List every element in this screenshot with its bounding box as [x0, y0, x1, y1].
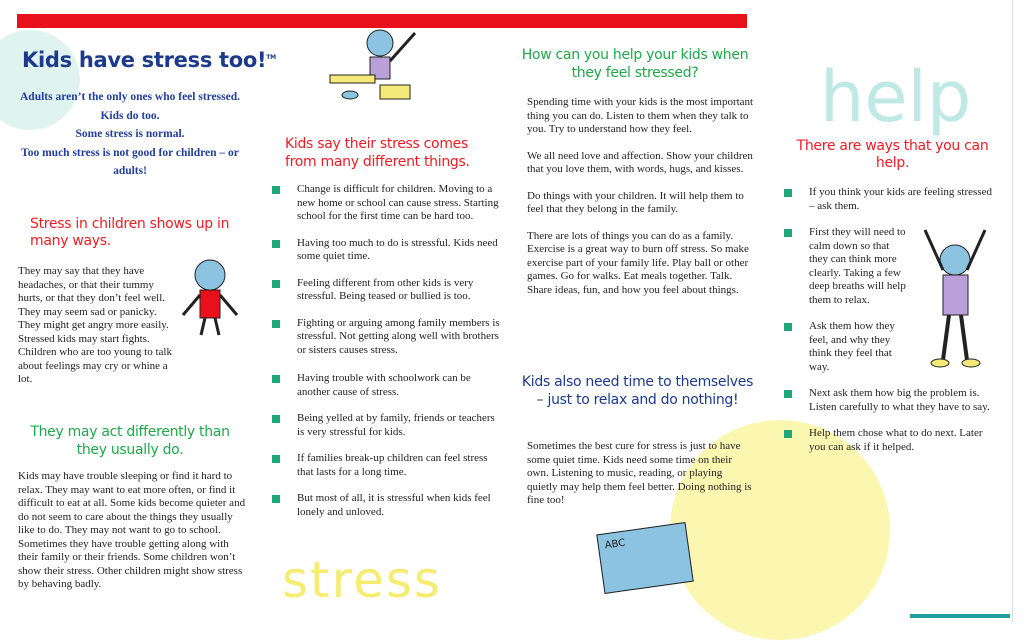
list-item: Being yelled at by family, friends or teachers is very stressful for kids. — [272, 412, 500, 439]
section-heading: Kids also need time to themselves – just to relax and do nothing! — [521, 374, 754, 408]
help-paragraphs — [527, 96, 755, 310]
child-at-desk-illustration-icon — [325, 25, 425, 105]
stress-causes-list — [272, 183, 500, 519]
section-heading: Stress in children shows up in many ways. — [30, 216, 230, 249]
section-heading: There are ways that you can help. — [796, 138, 989, 171]
list-item: Ask them how they feel, and why they think they feel that way. — [784, 320, 914, 374]
list-item: First they will need to calm down so that they can think more clearly. Taking a few deep breaths will help them to relax. — [784, 226, 909, 307]
list-item: Having trouble with schoolwork can be another cause of stress. — [272, 372, 500, 399]
list-item: If you think your kids are feeling stressed – ask them. — [784, 186, 999, 213]
behavior-text: Kids may have trouble sleeping or find it hard to relax. They may want to eat more often, or find it difficult to eat at all. Some kids become quieter and do not seem to care about the things they usually like to do. They may not want to go to school. Sometimes they have trouble getting along with their family or their friends. Some children won’t show their stress. Other children might show stress by behaving badly. — [18, 470, 246, 590]
list-item: Fighting or arguing among family members is stressful. Not getting along well with brothers or sisters causes stress. — [272, 317, 500, 358]
brochure-title: Kids have stress too!™ — [22, 48, 276, 72]
list-item: If families break-up children can feel stress that lasts for a long time. — [272, 452, 500, 479]
section-heading: How can you help your kids when they feel stressed? — [521, 47, 749, 81]
stress-watermark: stress — [282, 551, 442, 609]
section-heading: Kids say their stress comes from many different things. — [285, 136, 470, 170]
paragraph: There are lots of things you can do as a family. Exercise is a great way to burn off stress. So make exercise part of your family life. Play ball or other games. Go for walks. Eat meals together. Talk. Share ideas, fun, and how you feel about things. — [527, 229, 749, 296]
intro-text: Adults aren’t the only ones who feel stressed. Kids do too. Some stress is normal. Too much stress is not good for children – or adults! — [20, 91, 240, 177]
list-item: Change is difficult for children. Moving to a new home or school can cause stress. Starting school for the first time can be hard too. — [272, 183, 500, 224]
paragraph: Spending time with your kids is the most important thing you can do. Listen to them when they talk to you. Try to understand how they feel. — [527, 96, 754, 135]
book-illustration-icon: ABC — [596, 522, 693, 594]
list-item: Next ask them how big the problem is. Listen carefully to what they have to say. — [784, 387, 999, 414]
section-heading: They may act differently than they usually do. — [30, 424, 230, 458]
happy-child-illustration-icon — [915, 220, 995, 370]
list-item: Help them chose what to do next. Later you can ask if it helped. — [784, 427, 999, 454]
list-item: Feeling different from other kids is very stressful. Being teased or bullied is too. — [272, 277, 500, 304]
list-item: Having too much to do is stressful. Kids need some quiet time. — [272, 237, 500, 264]
page-edge — [1012, 0, 1013, 622]
bottom-teal-bar — [910, 614, 1010, 618]
sad-child-illustration-icon — [175, 255, 245, 340]
quiet-time-text: Sometimes the best cure for stress is just to have some quiet time. Kids need some time on their own. Listening to music, reading, or playing quietly may help them feel better. Doing nothing is fine too! — [527, 440, 752, 506]
list-item: But most of all, it is stressful when kids feel lonely and unloved. — [272, 492, 500, 519]
paragraph: We all need love and affection. Show your children that you love them, with words, hugs, and kisses. — [527, 149, 753, 175]
symptoms-text: They may say that they have headaches, or that their tummy hurts, or that they don’t feel well. They may seem sad or panicky. They might get angry more easily. Stressed kids may start fights. Children who are too young to talk about feelings may cry or whine a lot. — [18, 265, 172, 385]
help-watermark: help — [820, 56, 972, 138]
paragraph: Do things with your children. It will help them to feel that they belong in the family. — [527, 189, 744, 215]
